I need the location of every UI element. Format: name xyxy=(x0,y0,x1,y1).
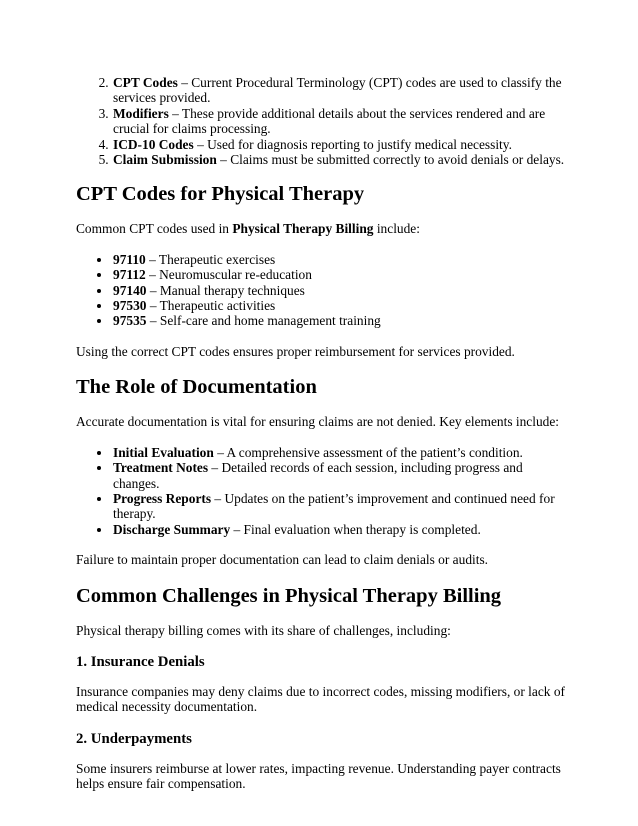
cpt-intro-suffix: include: xyxy=(373,221,420,237)
list-item xyxy=(112,267,568,282)
list-item xyxy=(112,298,568,313)
list-item-text: – Current Procedural Terminology (CPT) codes are used to classify the services provided. xyxy=(113,75,562,106)
list-item-term: Initial Evaluation xyxy=(113,444,214,460)
cpt-codes-list xyxy=(76,252,568,329)
cpt-code: 97530 xyxy=(113,298,147,314)
list-item-term: Progress Reports xyxy=(113,490,212,506)
cpt-code: 97535 xyxy=(113,313,147,329)
list-item-text: – Claims must be submitted correctly to avoid denials or delays. xyxy=(216,152,565,168)
list-item xyxy=(112,75,568,106)
list-item xyxy=(112,460,568,491)
list-item xyxy=(112,445,568,460)
list-item xyxy=(112,137,568,152)
list-item xyxy=(112,252,568,267)
cpt-intro-text: Common CPT codes used in xyxy=(76,221,233,237)
cpt-code-description: – Therapeutic activities xyxy=(146,298,276,314)
document-body xyxy=(76,75,568,792)
list-item xyxy=(112,522,568,537)
documentation-intro-paragraph: Accurate documentation is vital for ensuring claims are not denied. Key elements include: xyxy=(76,414,560,430)
list-item-term: CPT Codes xyxy=(113,75,178,90)
list-item-text: – These provide additional details about the services rendered and are crucial for claims processing. xyxy=(113,105,546,137)
list-item xyxy=(112,313,568,328)
list-item xyxy=(112,152,568,167)
underpayments-heading: 2. Underpayments xyxy=(76,730,192,747)
challenges-intro-paragraph: Physical therapy billing comes with its share of challenges, including: xyxy=(76,622,451,638)
cpt-section-heading: CPT Codes for Physical Therapy xyxy=(76,183,365,206)
list-item-term: ICD-10 Codes xyxy=(113,136,194,152)
underpayments-paragraph: Some insurers reimburse at lower rates, impacting revenue. Understanding payer contracts helps ensure fair compensation. xyxy=(76,760,561,792)
insurance-denials-heading: 1. Insurance Denials xyxy=(76,653,205,670)
cpt-code: 97112 xyxy=(113,267,146,283)
list-item-term: Treatment Notes xyxy=(113,460,209,476)
cpt-code: 97140 xyxy=(113,282,147,298)
list-item-text: – Updates on the patient’s improvement and continued need for therapy. xyxy=(113,490,555,522)
list-item-text: – Detailed records of each session, including progress and changes. xyxy=(113,460,523,491)
challenges-section-heading: Common Challenges in Physical Therapy Billing xyxy=(76,584,502,607)
documentation-closing-paragraph: Failure to maintain proper documentation can lead to claim denials or audits. xyxy=(76,552,489,568)
insurance-denials-paragraph: Insurance companies may deny claims due to incorrect codes, missing modifiers, or lack of medical necessity documentation. xyxy=(76,683,565,715)
list-item-text: – Used for diagnosis reporting to justify medical necessity. xyxy=(193,136,512,152)
list-item-term: Discharge Summary xyxy=(113,521,231,537)
list-item xyxy=(112,283,568,298)
cpt-code-description: – Manual therapy techniques xyxy=(146,282,305,298)
cpt-code-description: – Neuromuscular re-education xyxy=(145,267,312,283)
documentation-section-heading: The Role of Documentation xyxy=(76,376,317,399)
list-item-text: – A comprehensive assessment of the patient’s condition. xyxy=(213,444,523,460)
documentation-elements-list xyxy=(76,445,568,537)
cpt-code-description: – Self-care and home management training xyxy=(146,313,381,329)
cpt-intro-bold: Physical Therapy Billing xyxy=(232,221,374,237)
list-item-term: Claim Submission xyxy=(113,152,217,168)
cpt-code: 97110 xyxy=(113,251,146,267)
list-item-text: – Final evaluation when therapy is completed. xyxy=(230,521,481,537)
cpt-code-description: – Therapeutic exercises xyxy=(145,251,276,267)
list-item xyxy=(112,491,568,522)
list-item-term: Modifiers xyxy=(113,105,169,121)
billing-steps-list xyxy=(76,75,568,167)
list-item xyxy=(112,106,568,137)
cpt-closing-paragraph: Using the correct CPT codes ensures proper reimbursement for services provided. xyxy=(76,343,515,359)
cpt-intro-paragraph xyxy=(76,221,568,236)
